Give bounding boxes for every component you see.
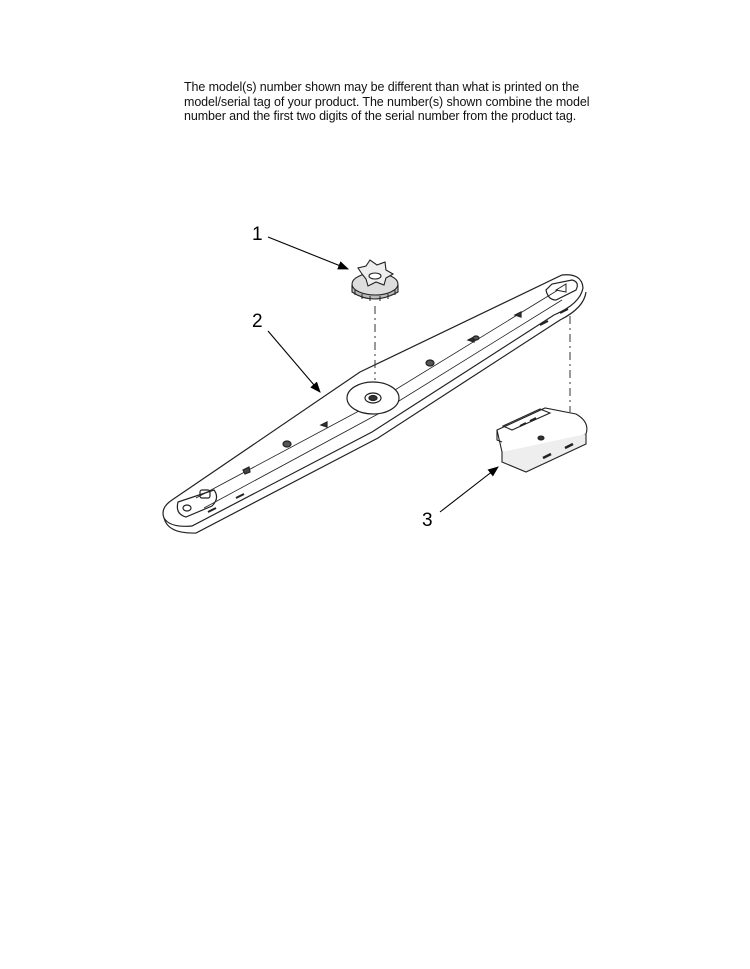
disclaimer-line-1: The model(s) number shown may be different than what is printed on the — [184, 80, 580, 94]
callout-3: 3 — [422, 510, 433, 531]
disclaimer-line-2: model/serial tag of your product. The number(s) shown combine the model — [184, 94, 590, 109]
callout-2: 2 — [252, 311, 263, 332]
callout-1: 1 — [252, 224, 263, 245]
spray-arm-bearing — [497, 408, 587, 472]
disclaimer-line-3: number and the first two digits of the serial number from the product tag. — [184, 109, 577, 123]
spray-arm-nut — [352, 260, 398, 301]
